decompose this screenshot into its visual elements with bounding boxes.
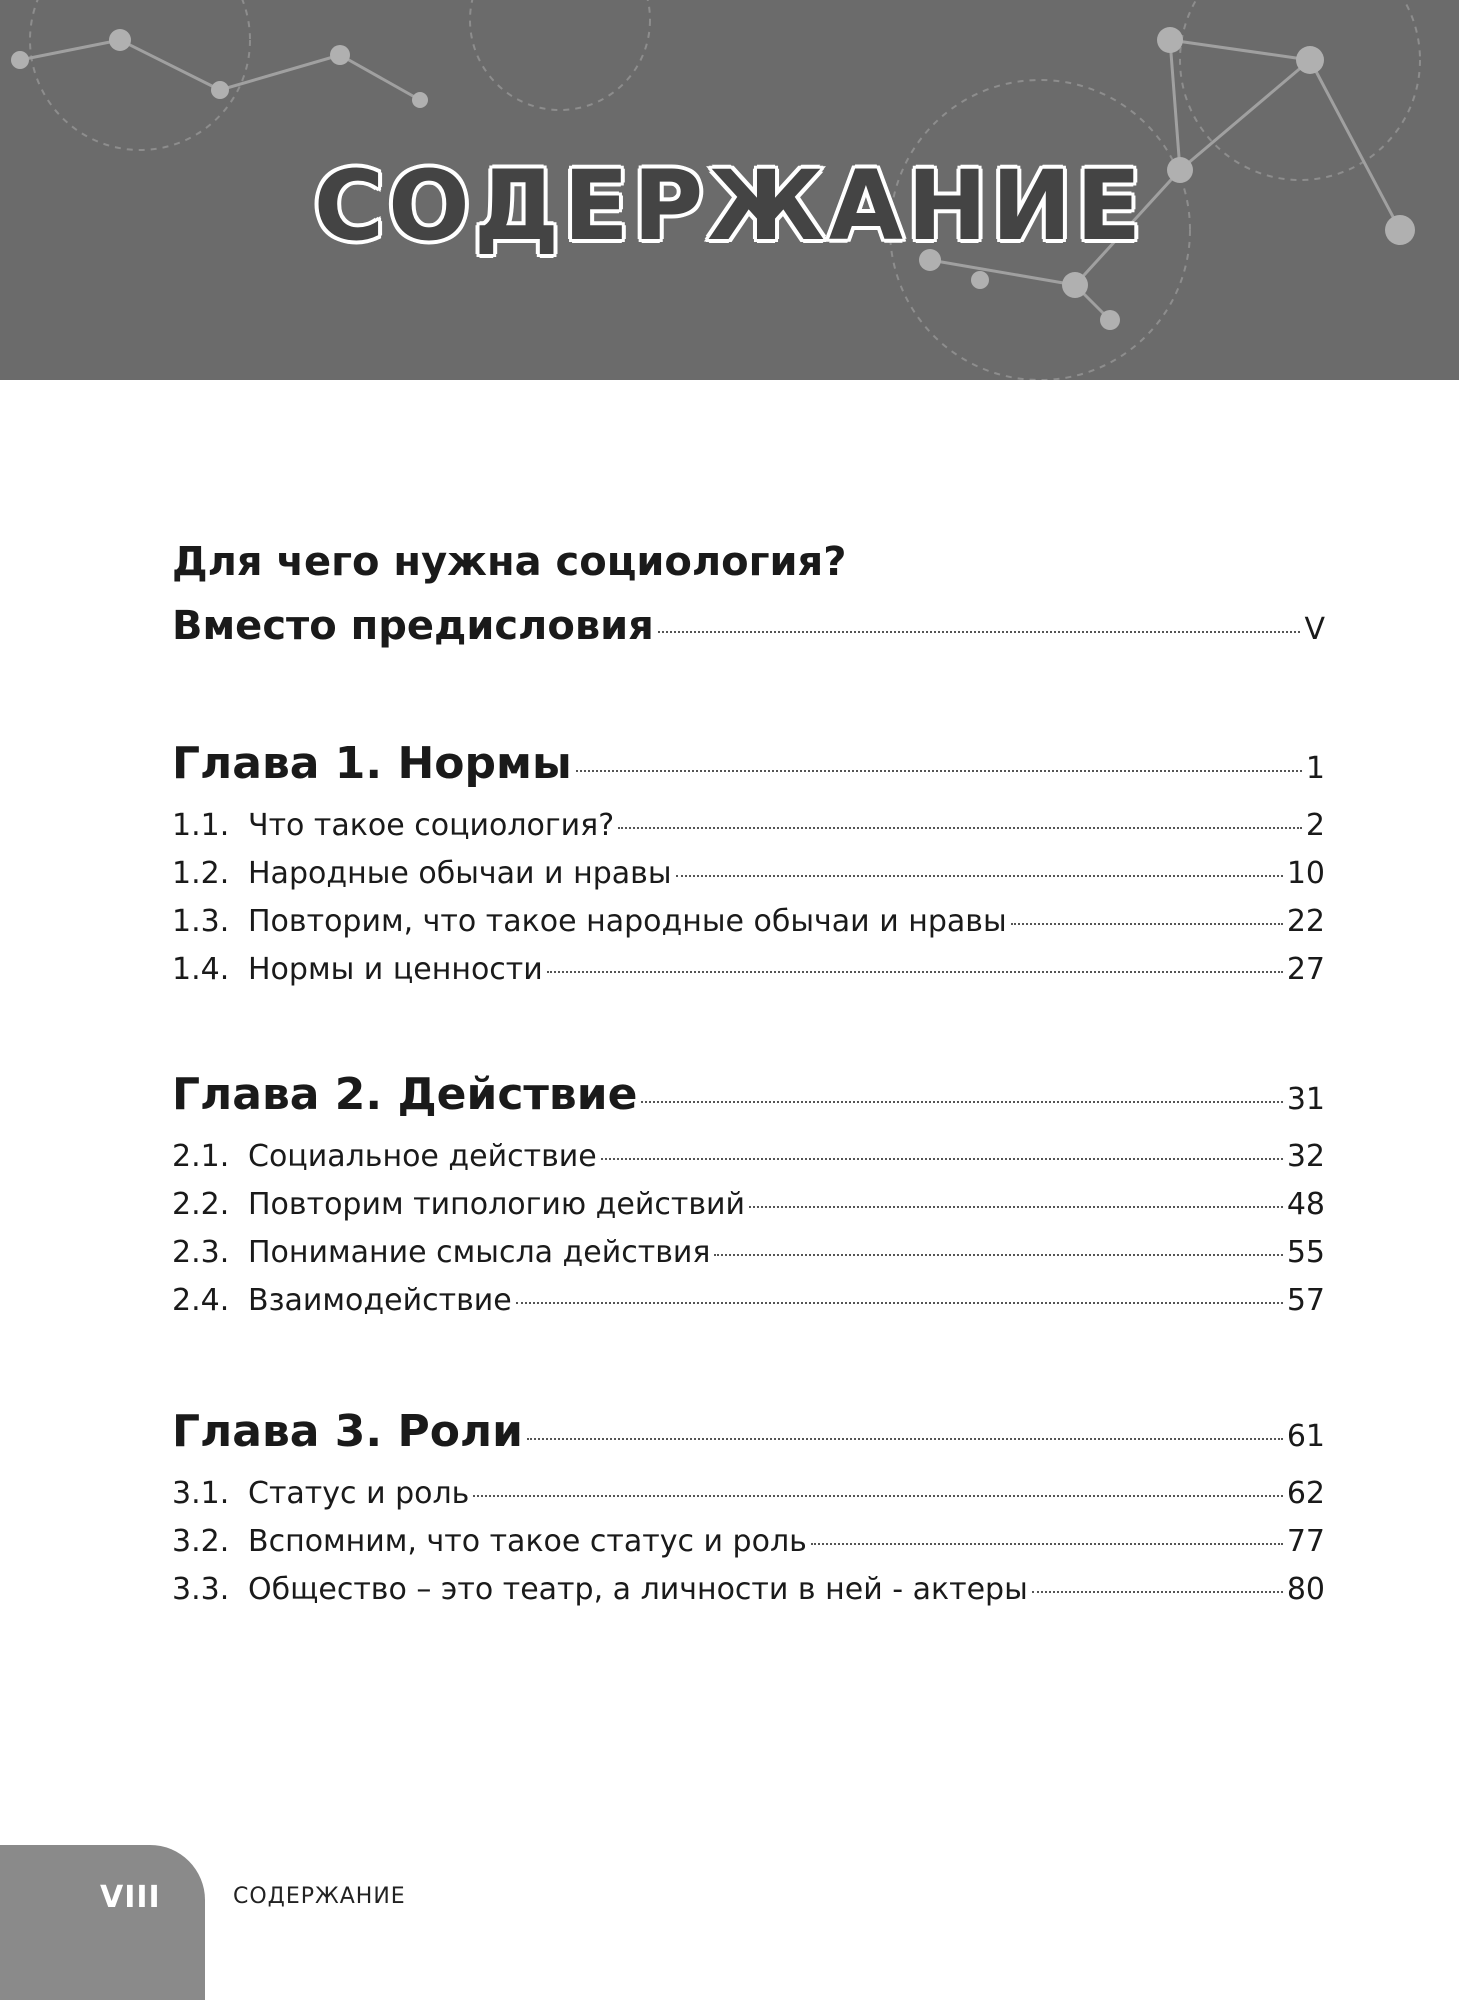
toc-row-section[interactable]: [172, 802, 1325, 850]
leader-dots: [749, 1206, 1283, 1208]
leader-dots: [714, 1254, 1282, 1256]
leader-dots: [516, 1302, 1283, 1304]
section-title: Нормы и ценности: [248, 952, 543, 987]
toc-row-section[interactable]: [172, 1277, 1325, 1325]
leader-dots: [473, 1495, 1282, 1497]
section-title: Статус и роль: [248, 1476, 470, 1511]
toc-row-section[interactable]: [172, 1470, 1325, 1518]
toc-row-section[interactable]: [172, 1133, 1325, 1181]
leader-dots: [1032, 1591, 1283, 1593]
toc-row-section[interactable]: [172, 1181, 1325, 1229]
page-number: 1: [1305, 751, 1325, 786]
toc-row-section[interactable]: [172, 1229, 1325, 1277]
section-title: Социальное действие: [248, 1139, 597, 1174]
page-number: 31: [1286, 1082, 1325, 1117]
section-title: Повторим, что такое народные обычаи и нравы: [248, 904, 1007, 939]
section-number: 2.3.: [172, 1235, 230, 1270]
section-title: Понимание смысла действия: [248, 1235, 711, 1270]
page-number-tab: [0, 1845, 205, 2000]
leader-dots: [527, 1438, 1283, 1440]
header-banner: [0, 0, 1459, 380]
page-number: 10: [1286, 856, 1325, 891]
section-title: Повторим типологию действий: [248, 1187, 745, 1222]
page-number: 22: [1286, 904, 1325, 939]
leader-dots: [1011, 923, 1283, 925]
leader-dots: [547, 971, 1283, 973]
page-number: 62: [1286, 1476, 1325, 1511]
section-number: 1.4.: [172, 952, 230, 987]
section-number: 3.3.: [172, 1572, 230, 1607]
chapter-title: Глава 2. Действие: [172, 1069, 638, 1120]
toc-row-section[interactable]: [172, 1518, 1325, 1566]
leader-dots: [618, 827, 1302, 829]
leader-dots: [676, 875, 1283, 877]
section-number: 1.1.: [172, 808, 230, 843]
page-number: 32: [1286, 1139, 1325, 1174]
running-footer-label: СОДЕРЖАНИЕ: [233, 1884, 406, 1909]
page-number: 48: [1286, 1187, 1325, 1222]
toc-row-chapter[interactable]: [172, 1069, 1325, 1133]
toc-preface: [172, 530, 1325, 662]
toc-row-section[interactable]: [172, 898, 1325, 946]
page-number: V: [1304, 612, 1325, 647]
page-number: 80: [1286, 1572, 1325, 1607]
chapter-title: Глава 3. Роли: [172, 1406, 523, 1457]
page-number: 57: [1286, 1283, 1325, 1318]
toc-chapter-3: [172, 1406, 1325, 1614]
page-title: СОДЕРЖАНИЕ: [313, 150, 1146, 262]
preface-title-line2: Вместо предисловия: [172, 603, 654, 649]
leader-dots: [601, 1158, 1283, 1160]
toc-chapter-1: [172, 738, 1325, 994]
section-number: 3.1.: [172, 1476, 230, 1511]
toc-row-section[interactable]: [172, 850, 1325, 898]
section-number: 1.3.: [172, 904, 230, 939]
section-number: 3.2.: [172, 1524, 230, 1559]
section-number: 2.1.: [172, 1139, 230, 1174]
section-number: 1.2.: [172, 856, 230, 891]
page-number: 2: [1305, 808, 1325, 843]
leader-dots: [641, 1101, 1282, 1103]
toc-row-preface[interactable]: [172, 594, 1325, 662]
section-title: Народные обычаи и нравы: [248, 856, 672, 891]
section-title: Общество – это театр, а личности в ней - актеры: [248, 1572, 1028, 1607]
toc-row-chapter[interactable]: [172, 738, 1325, 802]
section-number: 2.2.: [172, 1187, 230, 1222]
section-title: Что такое социология?: [248, 808, 615, 843]
preface-title-line1: Для чего нужна социология?: [172, 539, 847, 585]
chapter-title: Глава 1. Нормы: [172, 738, 572, 789]
page-number: 61: [1286, 1419, 1325, 1454]
footer-page-number: VIII: [100, 1880, 161, 1915]
section-number: 2.4.: [172, 1283, 230, 1318]
page-number: 55: [1286, 1235, 1325, 1270]
leader-dots: [811, 1543, 1283, 1545]
leader-dots: [658, 631, 1301, 633]
toc-row-section[interactable]: [172, 946, 1325, 994]
section-title: Вспомним, что такое статус и роль: [248, 1524, 807, 1559]
page-number: 27: [1286, 952, 1325, 987]
toc-row-section[interactable]: [172, 1566, 1325, 1614]
page-number: 77: [1286, 1524, 1325, 1559]
section-title: Взаимодействие: [248, 1283, 512, 1318]
toc-row-chapter[interactable]: [172, 1406, 1325, 1470]
toc-chapter-2: [172, 1069, 1325, 1325]
leader-dots: [576, 770, 1302, 772]
